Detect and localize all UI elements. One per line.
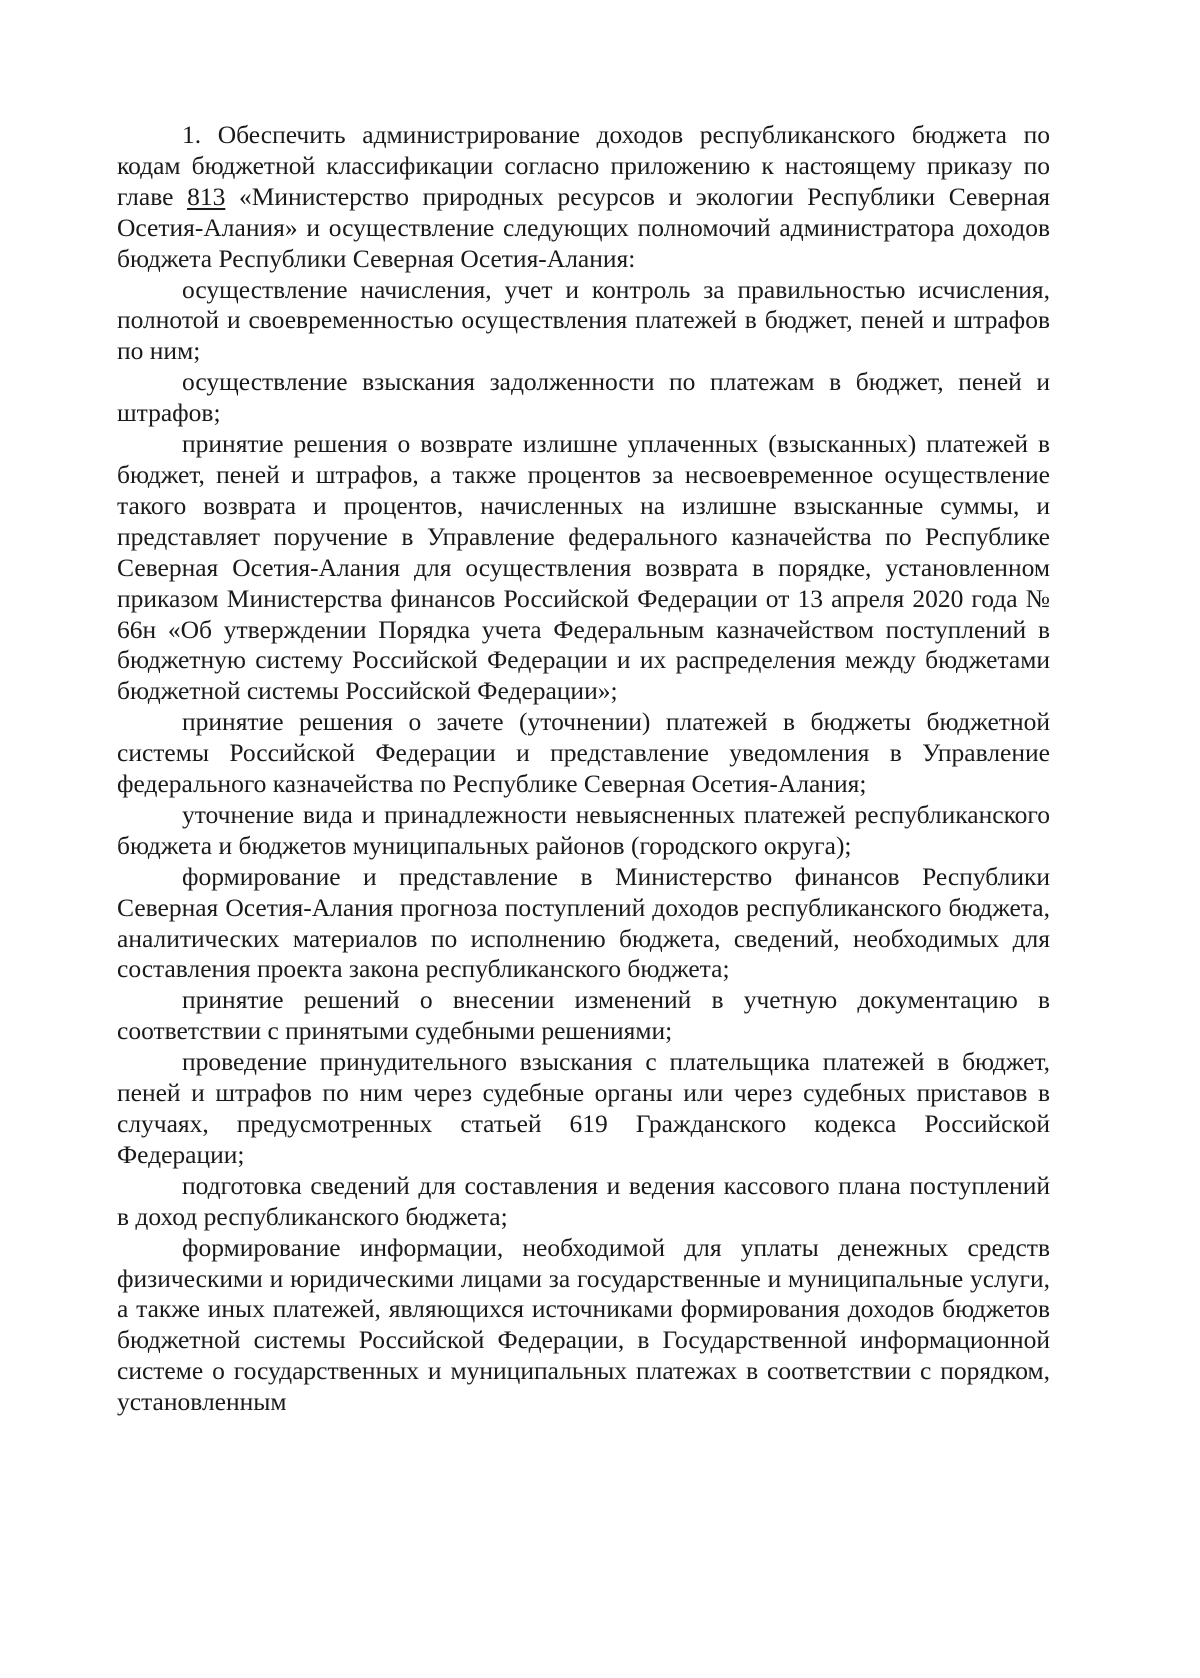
- paragraph-unclarified-payments: уточнение вида и принадлежности невыясненных платежей республиканского бюджета и бюджетов муниципальных районов (городского округа);: [117, 799, 1050, 860]
- document-body: [117, 120, 1050, 1418]
- paragraph-offset-decision: принятие решения о зачете (уточнении) платежей в бюджеты бюджетной системы Российской Федерации и представление уведомления в Управление федерального казначейства по Республике Северная Осетия-Алания;: [117, 707, 1050, 799]
- paragraph-accrual-control: осуществление начисления, учет и контроль за правильностью исчисления, полнотой и своевременностью осуществления платежей в бюджет, пеней и штрафов по ним;: [117, 274, 1050, 366]
- intro-text-end: «Министерство природных ресурсов и экологии Республики Северная Осетия-Алания» и осуществление следующих полномочий администратора доходов бюджета Республики Северная Осетия-Алания:: [117, 181, 1050, 273]
- paragraph-forecast: формирование и представление в Министерство финансов Республики Северная Осетия-Алания прогноза поступлений доходов республиканского бюджета, аналитических материалов по исполнению бюджета, сведений, необходимых для составления проекта закона республиканского бюджета;: [117, 861, 1050, 984]
- paragraph-accounting-changes: принятие решений о внесении изменений в учетную документацию в соответствии с принятыми судебными решениями;: [117, 985, 1050, 1046]
- paragraph-cash-plan: подготовка сведений для составления и ведения кассового плана поступлений в доход республиканского бюджета;: [117, 1170, 1050, 1231]
- paragraph-payment-information: формирование информации, необходимой для уплаты денежных средств физическими и юридическими лицами за государственные и муниципальные услуги, а также иных платежей, являющихся источниками формирования доходов бюджетов бюджетной системы Российской Федерации, в Государственной информационной системе о государственных и муниципальных платежах в соответствии с порядком, установленным: [117, 1232, 1050, 1417]
- paragraph-enforced-collection: проведение принудительного взыскания с плательщика платежей в бюджет, пеней и штрафов по ним через судебные органы или через судебных приставов в случаях, предусмотренных статьей 619 Гражданского кодекса Российской Федерации;: [117, 1047, 1050, 1169]
- paragraph-debt-collection: осуществление взыскания задолженности по платежам в бюджет, пеней и штрафов;: [117, 367, 1050, 428]
- paragraph-intro: [117, 120, 1050, 275]
- intro-text-start: 1. Обеспечить администрирование доходов республиканского бюджета по кодам бюджетной классификации согласно приложению к настоящему приказу по главе: [117, 120, 1050, 211]
- paragraph-refund-decision: принятие решения о возврате излишне уплаченных (взысканных) платежей в бюджет, пеней и штрафов, а также процентов за несвоевременное осуществление такого возврата и процентов, начисленных на излишне взысканные суммы, и представляет поручение в Управление федерального казначейства по Республике Северная Осетия-Алания для осуществления возврата в порядке, установленном приказом Министерства финансов Российской Федерации от 13 апреля 2020 года № 66н «Об утверждении Порядка учета Федеральным казначейством поступлений в бюджетную систему Российской Федерации и их распределения между бюджетами бюджетной системы Российской Федерации»;: [117, 429, 1050, 706]
- chapter-code: 813: [187, 181, 226, 211]
